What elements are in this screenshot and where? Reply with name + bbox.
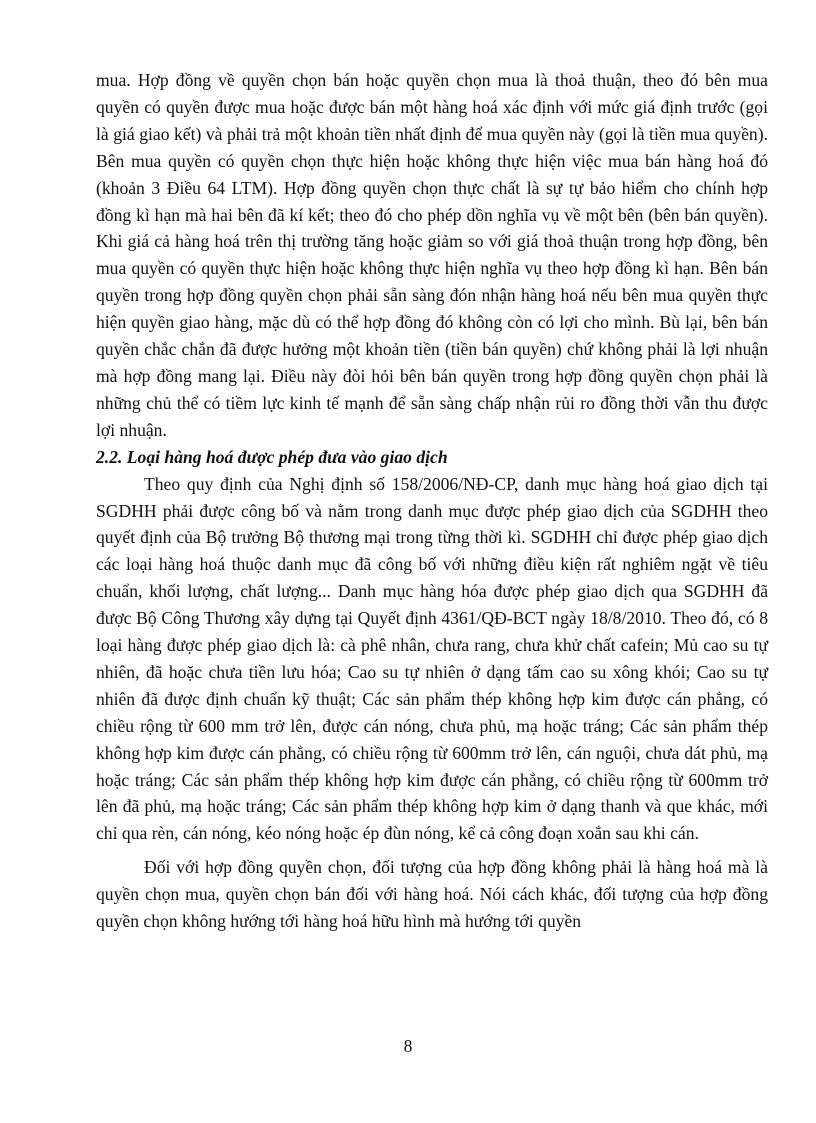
page-number: 8: [403, 1036, 413, 1056]
document-page: [96, 67, 768, 935]
paragraph-commodity-list: Theo quy định của Nghị định số 158/2006/NĐ-CP, danh mục hàng hoá giao dịch tại SGDHH phải được công bố và nằm trong danh mục được phép giao dịch của SGDHH theo quyết định của Bộ trưởng Bộ thương mại trong từng thời kì. SGDHH chỉ được phép giao dịch các loại hàng hoá thuộc danh mục đã công bố với những điều kiện rất nghiêm ngặt về tiêu chuẩn, khối lượng, chất lượng... Danh mục hàng hóa được phép giao dịch qua SGDHH đã được Bộ Công Thương xây dựng tại Quyết định 4361/QĐ-BCT ngày 18/8/2010. Theo đó, có 8 loại hàng được phép giao dịch là: cà phê nhân, chưa rang, chưa khử chất cafein; Mủ cao su tự nhiên, đã hoặc chưa tiền lưu hóa; Cao su tự nhiên ở dạng tấm cao su xông khói; Cao su tự nhiên đã được định chuẩn kỹ thuật; Các sản phẩm thép không hợp kim được cán phẳng, có chiều rộng từ 600 mm trở lên, được cán nóng, chưa phủ, mạ hoặc tráng; Các sản phẩm thép không hợp kim được cán phẳng, có chiều rộng từ 600mm trở lên, cán nguội, chưa dát phủ, mạ hoặc tráng; Các sản phẩm thép không hợp kim được cán phẳng, có chiều rộng từ 600mm trở lên đã phủ, mạ hoặc tráng; Các sản phẩm thép không hợp kim ở dạng thanh và que khác, mới chỉ qua rèn, cán nóng, kéo nóng hoặc ép đùn nóng, kể cả công đoạn xoắn sau khi cán.: [96, 473, 768, 844]
paragraph-option-contract: mua. Hợp đồng về quyền chọn bán hoặc quyền chọn mua là thoả thuận, theo đó bên mua quyền có quyền được mua hoặc được bán một hàng hoá xác định với mức giá định trước (gọi là giá giao kết) và phải trả một khoản tiền nhất định để mua quyền này (gọi là tiền mua quyền). Bên mua quyền có quyền chọn thực hiện hoặc không thực hiện việc mua bán hàng hoá đó (khoản 3 Điều 64 LTM). Hợp đồng quyền chọn thực chất là sự tự bảo hiểm cho chính hợp đồng kì hạn mà hai bên đã kí kết; theo đó cho phép dồn nghĩa vụ về một bên (bên bán quyền). Khi giá cả hàng hoá trên thị trường tăng hoặc giảm so với giá thoả thuận trong hợp đồng, bên mua quyền có quyền thực hiện hoặc không thực hiện nghĩa vụ theo hợp đồng kì hạn. Bên bán quyền trong hợp đồng quyền chọn phải sẵn sàng đón nhận hàng hoá nếu bên mua quyền thực hiện quyền giao hàng, mặc dù có thể hợp đồng đó không còn có lợi cho mình. Bù lại, bên bán quyền chắc chắn đã được hưởng một khoản tiền (tiền bán quyền) chứ không phải là lợi nhuận mà hợp đồng mang lại. Điều này đòi hỏi bên bán quyền trong hợp đồng quyền chọn phải là những chủ thể có tiềm lực kinh tế mạnh để sẵn sàng chấp nhận rủi ro đồng thời vẫn thu được lợi nhuận.: [96, 70, 768, 440]
paragraph-option-object: Đối với hợp đồng quyền chọn, đối tượng của hợp đồng không phải là hàng hoá mà là quyền chọn mua, quyền chọn bán đối với hàng hoá. Nói cách khác, đối tượng của hợp đồng quyền chọn không hướng tới hàng hoá hữu hình mà hướng tới quyền: [96, 857, 768, 932]
section-heading: 2.2. Loại hàng hoá được phép đưa vào giao dịch: [96, 446, 448, 467]
